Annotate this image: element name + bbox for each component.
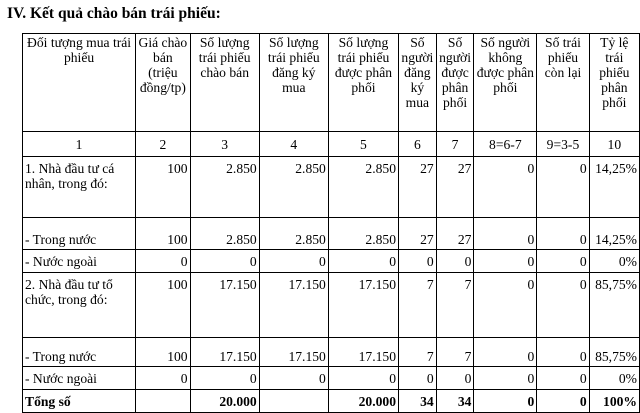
table-row [23,273,640,338]
table-row [23,338,640,367]
total-row [23,390,640,413]
table-cell: 85,75% [589,273,639,338]
table-cell: 0 [399,367,437,390]
total-cell: 20.000 [328,390,398,413]
table-cell: 2.850 [259,157,328,218]
table-cell: 27 [399,157,437,218]
table-row [23,157,640,218]
header-cell: Số lượng trái phiếu đăng ký mua [259,34,328,132]
table-cell: 0 [537,273,589,338]
table-cell: 0 [474,273,537,338]
index-cell: 9=3-5 [537,132,589,157]
index-cell: 10 [589,132,639,157]
table-cell: 0 [537,367,589,390]
total-cell: 0 [474,390,537,413]
table-cell: 27 [436,218,474,250]
table-cell: 14,25% [589,157,639,218]
table-cell: 0 [328,250,398,273]
table-cell: 85,75% [589,338,639,367]
table-cell: 27 [436,157,474,218]
table-cell: 0 [537,338,589,367]
index-cell: 6 [399,132,437,157]
table-cell: 0 [537,157,589,218]
table-cell: 7 [436,273,474,338]
total-cell: 34 [436,390,474,413]
header-cell: Số lượng trái phiếu chào bán [190,34,259,132]
table-cell: 2.850 [259,218,328,250]
header-cell: Giá chào bán (triệu đồng/tp) [136,34,190,132]
table-cell: 0 [259,367,328,390]
table-cell: 2.850 [190,157,259,218]
table-cell: 0 [399,250,437,273]
table-cell: 0 [190,250,259,273]
table-cell: 0 [190,367,259,390]
header-cell: Đối tượng mua trái phiếu [23,34,136,132]
table-cell: 0 [136,367,190,390]
table-cell: 0% [589,367,639,390]
total-cell [136,390,190,413]
table-cell: 0 [474,157,537,218]
table-cell: 0 [537,250,589,273]
table-cell: 2.850 [328,157,398,218]
table-cell: 0 [537,218,589,250]
table-cell: 0 [436,367,474,390]
table-cell: 17.150 [190,273,259,338]
bond-offering-results-table [22,33,640,413]
table-cell: 0 [436,250,474,273]
table-cell: 17.150 [259,273,328,338]
table-cell: 100 [136,273,190,338]
index-cell: 1 [23,132,136,157]
header-cell: Số trái phiếu còn lại [537,34,589,132]
total-cell: 0 [537,390,589,413]
table-row [23,218,640,250]
table-cell: 2.850 [190,218,259,250]
index-cell: 3 [190,132,259,157]
header-cell: Tỷ lệ trái phiếu phân phối [589,34,639,132]
table-cell: 7 [399,338,437,367]
row-label: - Trong nước [23,218,136,250]
table-cell: 0 [259,250,328,273]
total-cell: 34 [399,390,437,413]
total-cell [259,390,328,413]
column-index-row [23,132,640,157]
section-heading: IV. Kết quả chào bán trái phiếu: [7,5,221,22]
table-cell: 2.850 [328,218,398,250]
index-cell: 5 [328,132,398,157]
table-cell: 17.150 [259,338,328,367]
total-cell: 20.000 [190,390,259,413]
table-cell: 27 [399,218,437,250]
header-cell: Số người không được phân phối [474,34,537,132]
table-cell: 0 [474,218,537,250]
header-row [23,34,640,132]
index-cell: 8=6-7 [474,132,537,157]
table-cell: 0 [136,250,190,273]
header-cell: Số lượng trái phiếu được phân phối [328,34,398,132]
row-label: - Nước ngoài [23,250,136,273]
table-row [23,367,640,390]
table-cell: 100 [136,157,190,218]
index-cell: 7 [436,132,474,157]
table-cell: 100 [136,338,190,367]
row-label: - Nước ngoài [23,367,136,390]
table-cell: 100 [136,218,190,250]
row-label: 1. Nhà đầu tư cá nhân, trong đó: [23,157,136,218]
table-cell: 0 [474,250,537,273]
table-cell: 7 [436,338,474,367]
row-label: - Trong nước [23,338,136,367]
table-cell: 17.150 [190,338,259,367]
table-cell: 0 [474,338,537,367]
table-cell: 0 [474,367,537,390]
row-label: 2. Nhà đầu tư tổ chức, trong đó: [23,273,136,338]
table-row [23,250,640,273]
table-cell: 0% [589,250,639,273]
table-cell: 17.150 [328,273,398,338]
index-cell: 2 [136,132,190,157]
header-cell: Số người được phân phối [436,34,474,132]
total-label: Tổng số [23,390,136,413]
header-cell: Số người đăng ký mua [399,34,437,132]
total-cell: 100% [589,390,639,413]
table-cell: 7 [399,273,437,338]
table-cell: 14,25% [589,218,639,250]
table-cell: 17.150 [328,338,398,367]
index-cell: 4 [259,132,328,157]
table-cell: 0 [328,367,398,390]
